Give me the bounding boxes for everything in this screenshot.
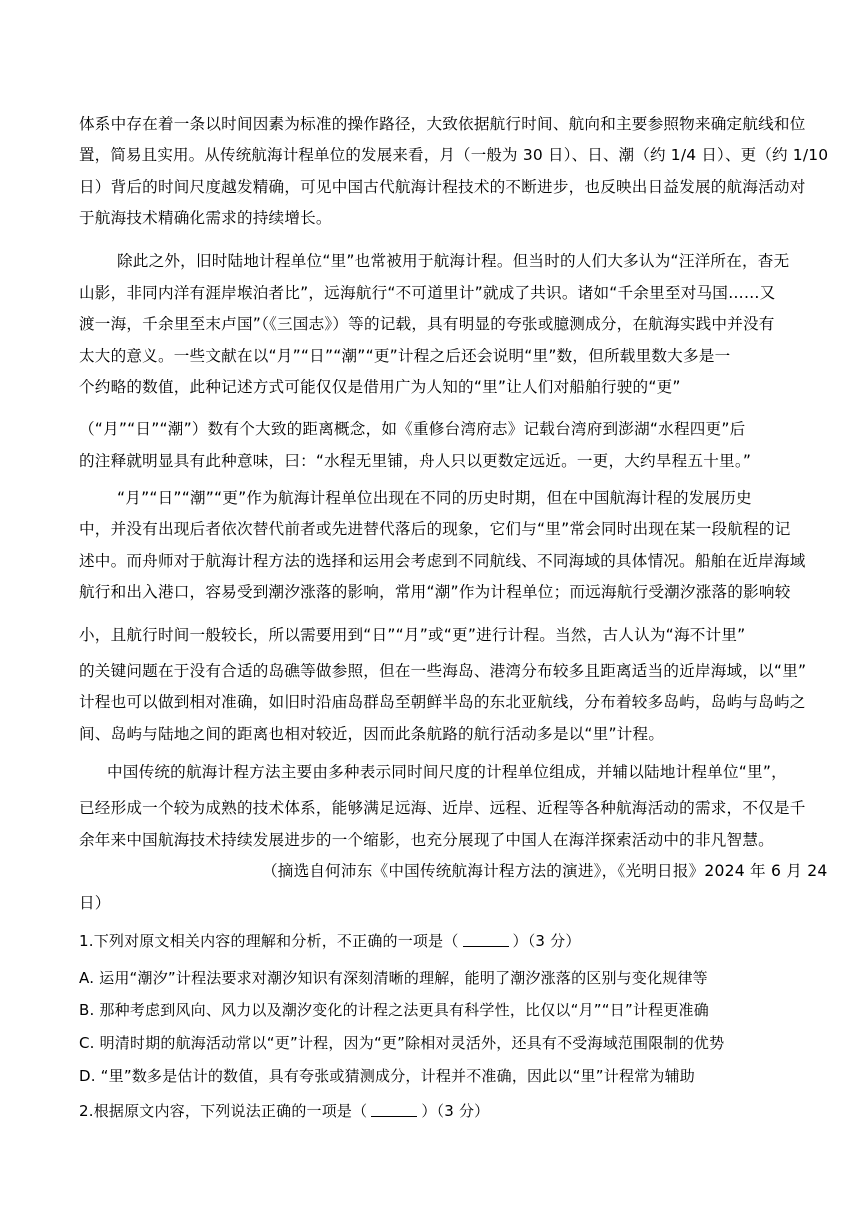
text-line: 余年来中国航海技术持续发展进步的一个缩影，也充分展现了中国人在海洋探索活动中的非凡智慧。 (79, 831, 774, 849)
question-2-stem (79, 1100, 489, 1122)
text-line: 日）背后的时间尺度越发精确，可见中国古代航海计程技术的不断进步，也反映出日益发展的航海活动对 (79, 178, 806, 196)
text-line: 中国传统的航海计程方法主要由多种表示同时间尺度的计程单位组成，并辅以陆地计程单位“里”， (107, 763, 787, 781)
text-line: 体系中存在着一条以时间因素为标准的操作路径，大致依据航行时间、航向和主要参照物来确定航线和位 (79, 115, 806, 133)
option-c: C. 明清时期的航海活动常以“更”计程，因为“更”除相对灵活外，还具有不受海域范围限制的优势 (79, 1034, 725, 1052)
text-line: 已经形成一个较为成熟的技术体系，能够满足远海、近岸、远程、近程等各种航海活动的需求，不仅是千 (79, 799, 806, 817)
text-line: 个约略的数值，此种记述方式可能仅仅是借用广为人知的“里”让人们对船舶行驶的“更” (79, 378, 681, 396)
citation-line: 日） (79, 894, 111, 912)
text-line: 的关键问题在于没有合适的岛礁等做参照，但在一些海岛、港湾分布较多且距离适当的近岸海域，以“里” (79, 662, 807, 680)
question-1-stem (79, 930, 581, 952)
text-line: 太大的意义。一些文献在以“月”“日”“潮”“更”计程之后还会说明“里”数，但所载里数大多是一 (79, 347, 731, 365)
question-stem-text: 1.下列对原文相关内容的理解和分析，不正确的一项是（ (79, 932, 459, 950)
answer-blank[interactable] (463, 932, 509, 947)
text-line: “月”“日”“潮”“更”作为航海计程单位出现在不同的历史时期，但在中国航海计程的发展历史 (117, 489, 752, 507)
text-line: 的注释就明显具有此种意味，曰：“水程无里铺，舟人只以更数定远近。一更，大约旱程五十里。” (79, 452, 752, 470)
text-line: （“月”“日”“潮”）数有个大致的距离概念，如《重修台湾府志》记载台湾府到澎湖“水程四更”后 (79, 420, 746, 438)
option-d: D. “里”数多是估计的数值，具有夸张或猜测成分，计程并不准确，因此以“里”计程常为辅助 (79, 1067, 695, 1085)
text-line: 山影，非同内洋有涯岸堠泊者比”，远海航行“不可道里计”就成了共识。诸如“千余里至对马国……又 (79, 284, 776, 302)
text-line: 计程也可以做到相对准确，如旧时沿庙岛群岛至朝鲜半岛的东北亚航线，分布着较多岛屿，岛屿与岛屿之 (79, 693, 806, 711)
text-line: 除此之外，旧时陆地计程单位“里”也常被用于航海计程。但当时的人们大多认为“汪洋所在，杳无 (117, 252, 790, 270)
option-b: B. 那种考虑到风向、风力以及潮汐变化的计程之法更具有科学性，比仅以“月”“日”计程更准确 (79, 1001, 709, 1019)
text-line: 述中。而舟师对于航海计程方法的选择和运用会考虑到不同航线、不同海域的具体情况。船舶在近岸海域 (79, 552, 806, 570)
option-a: A. 运用“潮汐”计程法要求对潮汐知识有深刻清晰的理解，能明了潮汐涨落的区别与变化规律等 (79, 969, 708, 987)
citation-line: （摘选自何沛东《中国传统航海计程方法的演进》，《光明日报》2024 年 6 月 24 (262, 862, 828, 880)
text-line: 置，简易且实用。从传统航海计程单位的发展来看，月（一般为 30 日）、日、潮（约 1/4 日）、更（约 1/10 (79, 146, 829, 164)
text-line: 中，并没有出现后者依次替代前者或先进替代落后的现象，它们与“里”常会同时出现在某一段航程的记 (79, 520, 791, 538)
text-line: 渡一海，千余里至末卢国”（《三国志》）等的记载，具有明显的夸张或臆测成分，在航海实践中并没有 (79, 315, 775, 333)
question-stem-text: 2.根据原文内容，下列说法正确的一项是（ (79, 1102, 368, 1120)
text-line: 航行和出入港口，容易受到潮汐涨落的影响，常用“潮”作为计程单位；而远海航行受潮汐涨落的影响较 (79, 583, 791, 601)
text-line: 小，且航行时间一般较长，所以需要用到“日”“月”或“更”进行计程。当然，古人认为“海不计里” (79, 626, 746, 644)
question-score-text: ）（3 分） (512, 932, 581, 950)
question-score-text: ）（3 分） (421, 1102, 490, 1120)
text-line: 间、岛屿与陆地之间的距离也相对较近，因而此条航路的航行活动多是以“里”计程。 (79, 725, 665, 743)
answer-blank[interactable] (371, 1102, 417, 1117)
text-line: 于航海技术精确化需求的持续增长。 (79, 209, 332, 227)
